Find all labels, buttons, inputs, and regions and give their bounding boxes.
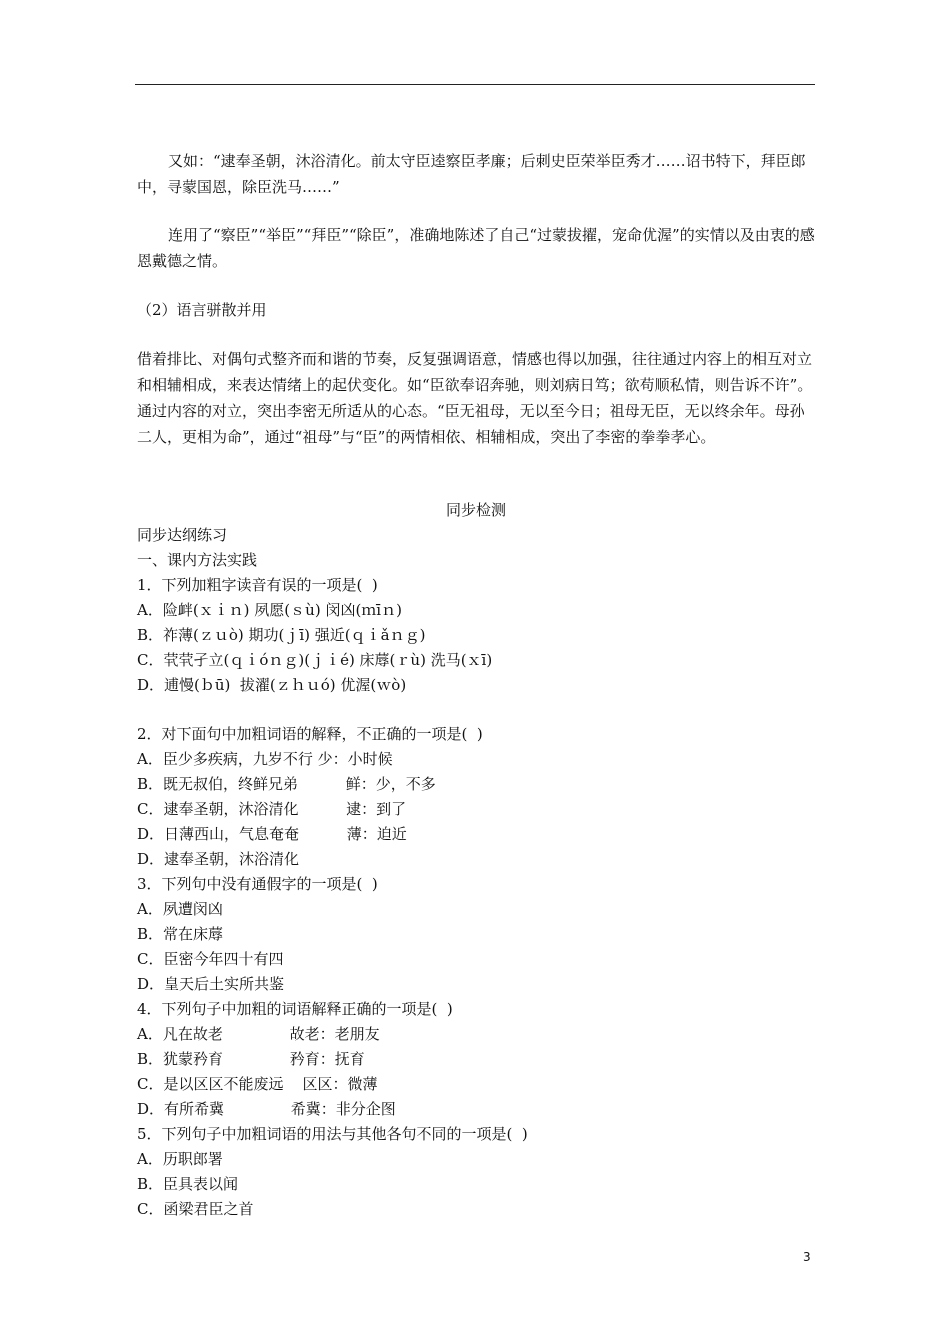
question-3: 3．下列句中没有通假字的一项是( ): [137, 875, 378, 893]
page-number: 3: [803, 1250, 811, 1264]
option-line: C．是以区区不能废远 区区：微薄: [137, 1075, 378, 1093]
option-line: C．茕茕孑立(ｑｉóｎｇ)(ｊｉé) 床蓐(ｒù) 洗马(ｘī): [137, 651, 493, 669]
option-line: B．臣具表以闻: [137, 1175, 239, 1193]
question-4: 4．下列句子中加粗的词语解释正确的一项是( ): [137, 1000, 453, 1018]
paragraph-analysis: 连用了“察臣”“举臣”“拜臣”“除臣”，准确地陈述了自己“过蒙拔擢，宠命优渥”的实情以及由衷的感恩戴德之情。: [137, 226, 815, 270]
option-line: B．祚薄(ｚｕò) 期功(ｊī) 强近(ｑｉǎｎｇ): [137, 626, 426, 644]
option-line: D．逋慢(ｂū) 拔濯(ｚｈｕó) 优渥(ｗò): [137, 676, 407, 694]
option-line: D．逮奉圣朝，沐浴清化: [137, 850, 300, 868]
section-title: 同步检测: [445, 501, 506, 519]
subheading-language: （2）语言骈散并用: [137, 301, 267, 319]
option-line: A．险衅(ｘｉｎ) 夙愿(ｓù) 闵凶(ｍīｎ): [137, 601, 402, 619]
paragraph-example: 又如：“逮奉圣朝，沐浴清化。前太守臣逵察臣孝廉；后刺史臣荣举臣秀才……诏书特下，拜臣郎中，寻蒙国恩，除臣洗马……”: [137, 152, 806, 196]
option-line: A．臣少多疾病，九岁不行 少：小时候: [137, 750, 393, 768]
option-line: C．臣密今年四十有四: [137, 950, 284, 968]
option-line: D．有所希冀 希冀：非分企图: [137, 1100, 396, 1118]
option-line: D．皇天后土实所共鉴: [137, 975, 285, 993]
option-line: C．函梁君臣之首: [137, 1200, 254, 1218]
option-line: A．夙遭闵凶: [137, 900, 223, 918]
option-line: B．既无叔伯，终鲜兄弟 鲜：少，不多: [137, 775, 436, 793]
exercise-line: 一、课内方法实践: [137, 551, 258, 569]
option-line: B．犹蒙矜育 矜育：抚育: [137, 1050, 365, 1068]
option-line: A．历职郎署: [137, 1150, 223, 1168]
question-2: 2．对下面句中加粗词语的解释，不正确的一项是( ): [137, 725, 483, 743]
option-line: C．逮奉圣朝，沐浴清化 逮：到了: [137, 800, 407, 818]
option-line: B．常在床蓐: [137, 925, 224, 943]
question-5: 5．下列句子中加粗词语的用法与其他各句不同的一项是( ): [137, 1125, 528, 1143]
exercise-line: 同步达纲练习: [137, 526, 228, 544]
question-1: 1．下列加粗字读音有误的一项是( ): [137, 576, 378, 594]
header-rule: [135, 84, 815, 85]
paragraph-parallelism: 借着排比、对偶句式整齐而和谐的节奏，反复强调语意，情感也得以加强，往往通过内容上的相互对立和相辅相成，来表达情绪上的起伏变化。如“臣欲奉诏奔驰，则刘病日笃；欲苟顺私情，则告诉不许”。通过内容的对立，突出李密无所适从的心态。“臣无祖母，无以至今日；祖母无臣，无以终余年。母孙二人，更相为命”，通过“祖母”与“臣”的两情相依、相辅相成，突出了李密的拳拳孝心。: [137, 350, 813, 446]
option-line: D．日薄西山，气息奄奄 薄：迫近: [137, 825, 407, 843]
option-line: A．凡在故老 故老：老朋友: [137, 1025, 380, 1043]
